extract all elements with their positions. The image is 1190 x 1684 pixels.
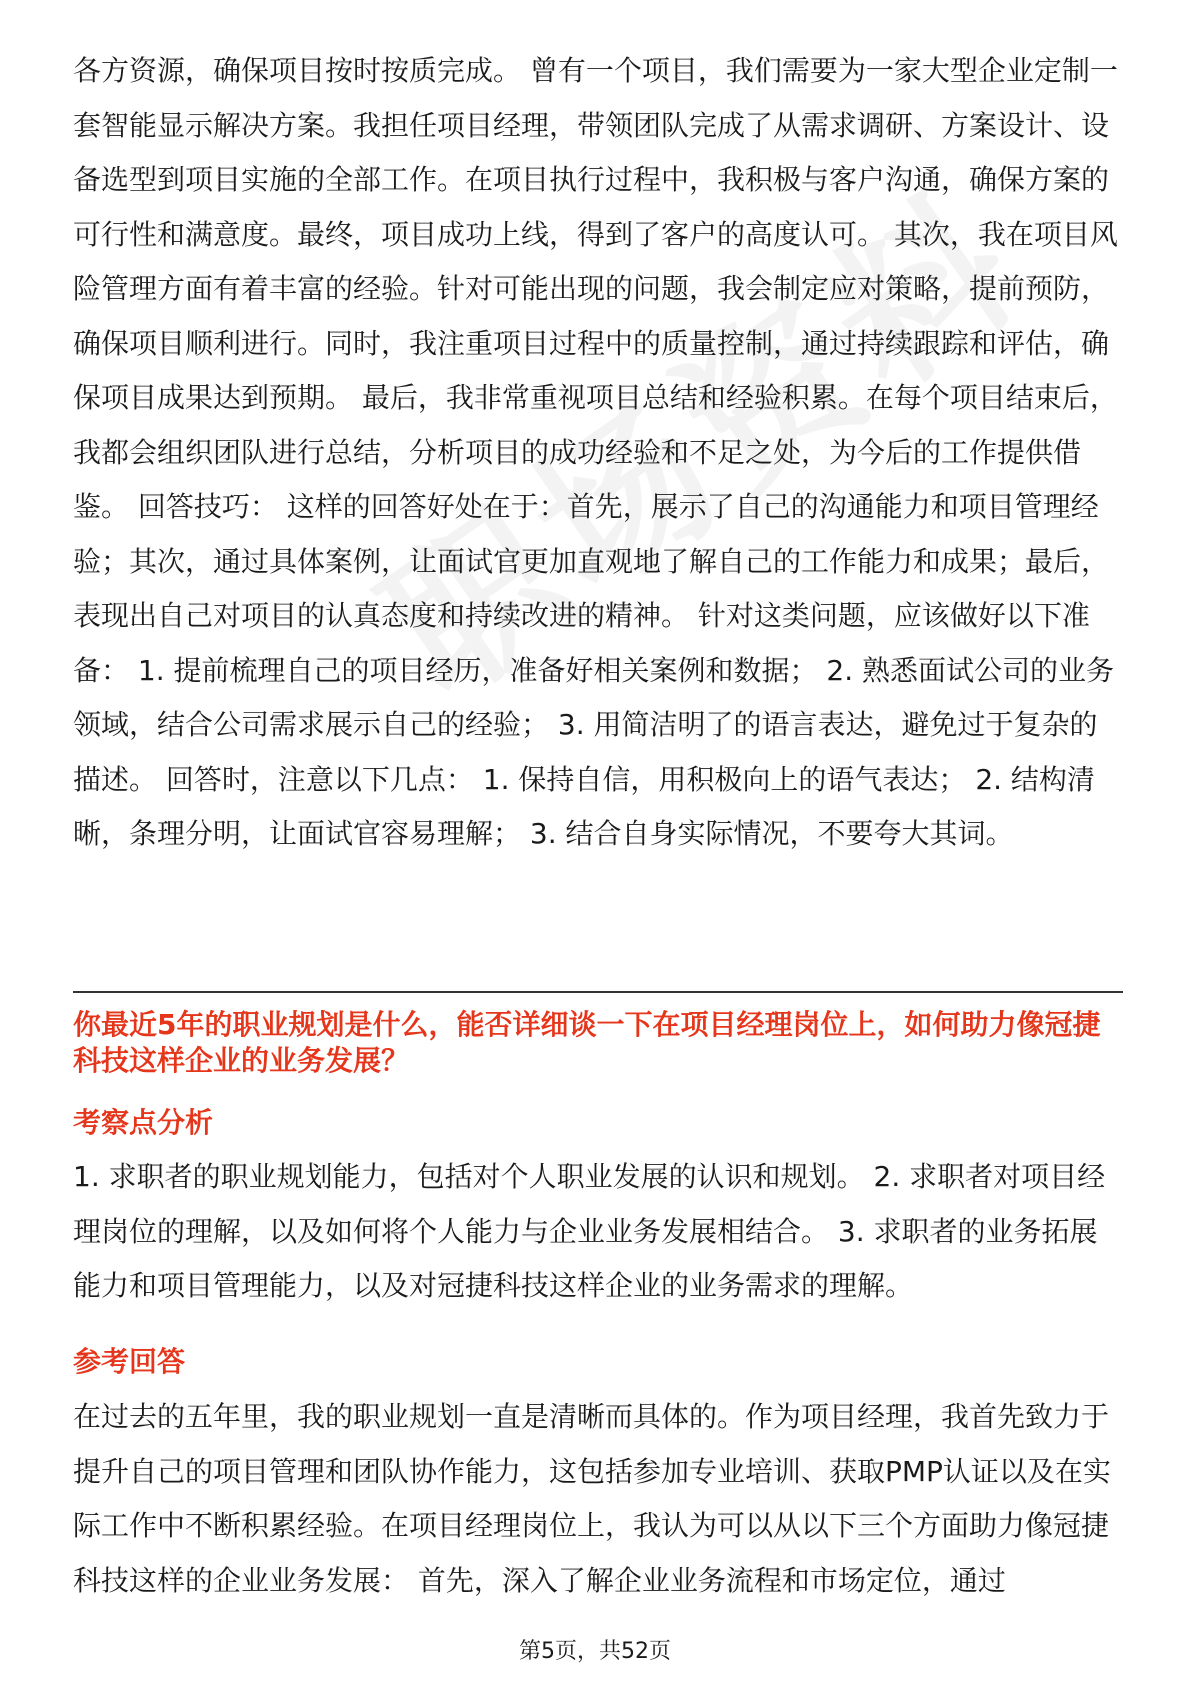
- question-heading: 你最近5年的职业规划是什么，能否详细谈一下在项目经理岗位上，如何助力像冠捷科技这样企业的业务发展？: [73, 1008, 1101, 1077]
- analysis-paragraph: 1. 求职者的职业规划能力，包括对个人职业发展的认识和规划。 2. 求职者对项目经理岗位的理解，以及如何将个人能力与企业业务发展相结合。 3. 求职者的业务拓展能力和项目管理能力，以及对冠捷科技这样企业的业务需求的理解。: [73, 1160, 1106, 1302]
- analysis-title: 考察点分析: [73, 1106, 214, 1139]
- intro-paragraph: 各方资源，确保项目按时按质完成。 曾有一个项目，我们需要为一家大型企业定制一套智能显示解决方案。我担任项目经理，带领团队完成了从需求调研、方案设计、设备选型到项目实施的全部工作。在项目执行过程中，我积极与客户沟通，确保方案的可行性和满意度。最终，项目成功上线，得到了客户的高度认可。 其次，我在项目风险管理方面有着丰富的经验。针对可能出现的问题，我会制定应对策略，提前预防，确保项目顺利进行。同时，我注重项目过程中的质量控制，通过持续跟踪和评估，确保项目成果达到预期。 最后，我非常重视项目总结和经验积累。在每个项目结束后，我都会组织团队进行总结，分析项目的成功经验和不足之处，为今后的工作提供借鉴。 回答技巧： 这样的回答好处在于：首先，展示了自己的沟通能力和项目管理经验；其次，通过具体案例，让面试官更加直观地了解自己的工作能力和成果；最后，表现出自己对项目的认真态度和持续改进的精神。 针对这类问题，应该做好以下准备： 1. 提前梳理自己的项目经历，准备好相关案例和数据； 2. 熟悉面试公司的业务领域，结合公司需求展示自己的经验； 3. 用简洁明了的语言表达，避免过于复杂的描述。 回答时，注意以下几点： 1. 保持自信，用积极向上的语气表达； 2. 结构清晰，条理分明，让面试官容易理解； 3. 结合自身实际情况，不要夸大其词。: [73, 54, 1118, 850]
- answer-paragraph: 在过去的五年里，我的职业规划一直是清晰而具体的。作为项目经理，我首先致力于提升自己的项目管理和团队协作能力，这包括参加专业培训、获取PMP认证以及在实际工作中不断积累经验。在项目经理岗位上，我认为可以从以下三个方面助力像冠捷科技这样的企业业务发展： 首先，深入了解企业业务流程和市场定位，通过: [73, 1400, 1111, 1597]
- page-number-footer: 第5页，共52页: [519, 1639, 671, 1664]
- section-divider: [73, 991, 1123, 993]
- answer-title: 参考回答: [73, 1345, 186, 1378]
